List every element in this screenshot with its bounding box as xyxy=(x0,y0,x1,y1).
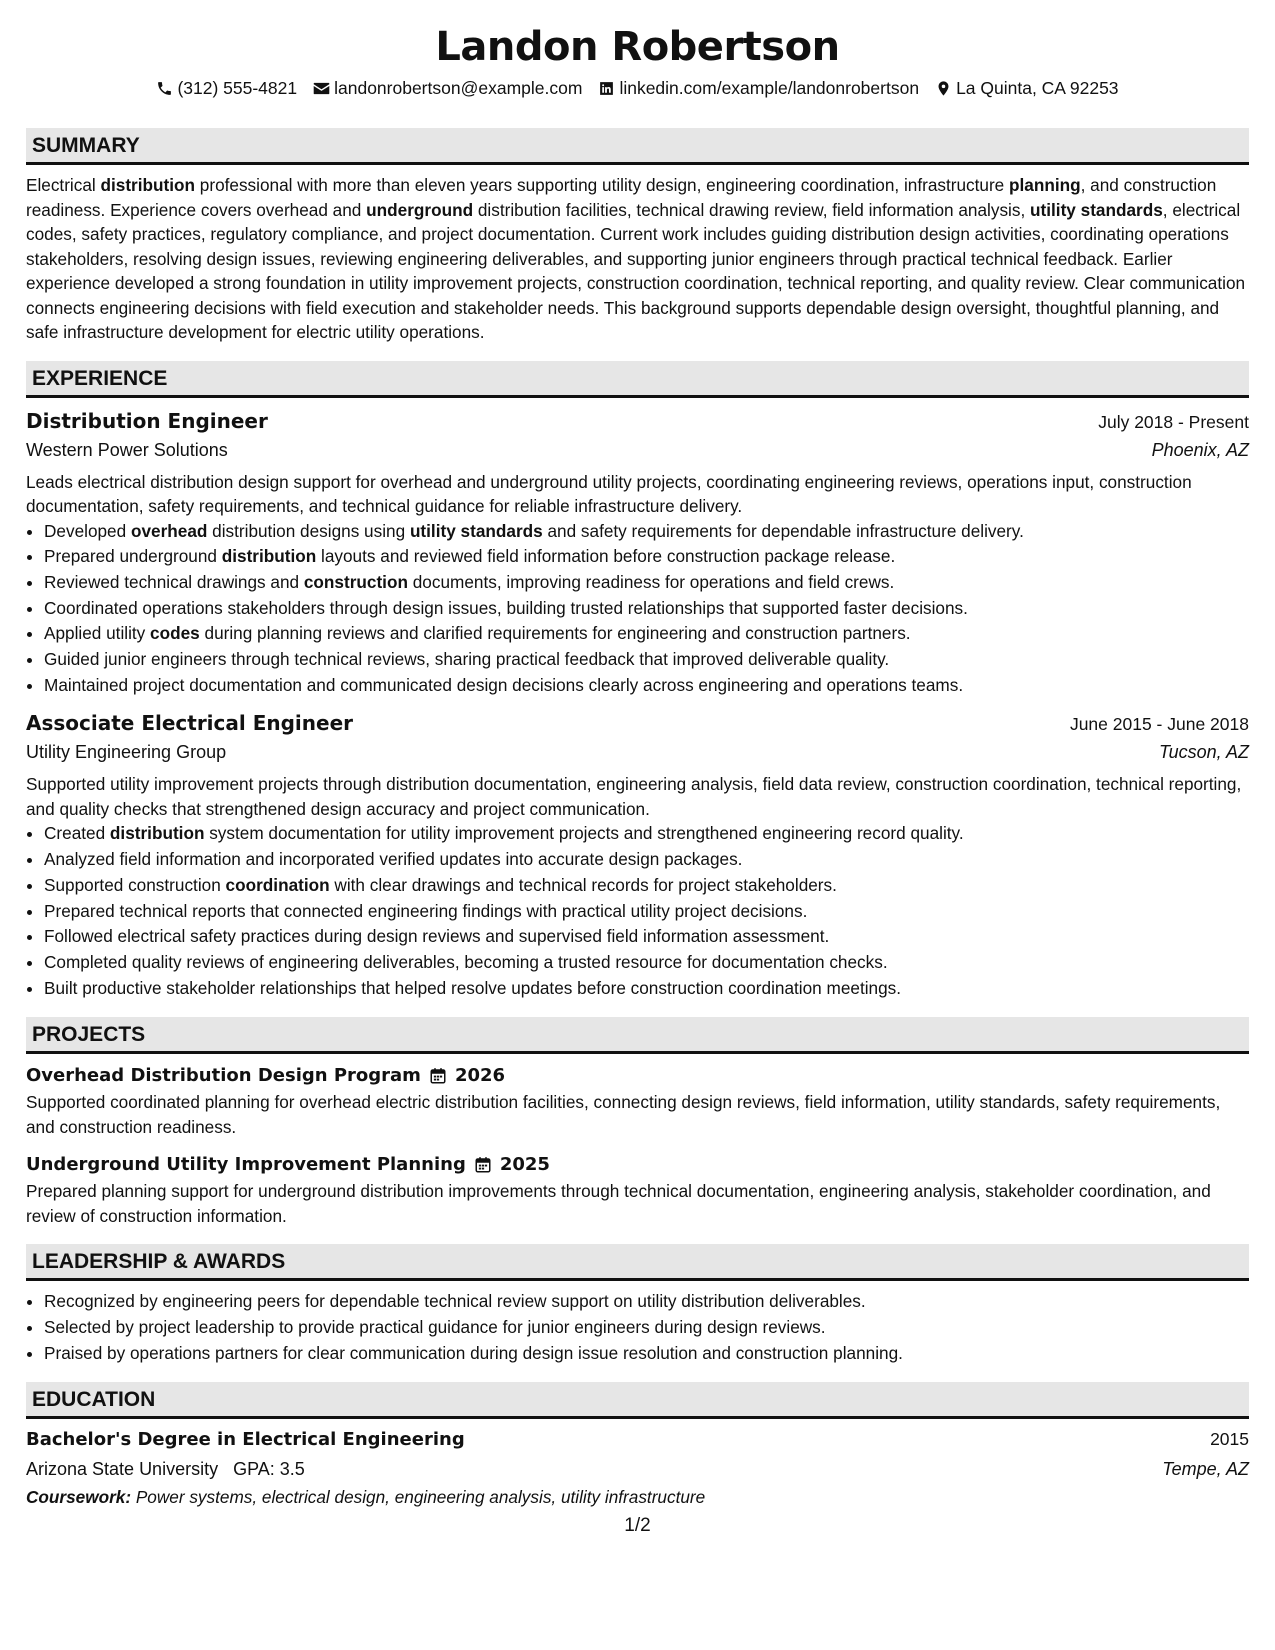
list-item xyxy=(44,544,1249,570)
project-description: Supported coordinated planning for overhead electric distribution facilities, connecting design reviews, field information, utility standards, safety requirements, and construction readiness. xyxy=(26,1092,1221,1137)
candidate-name: Landon Robertson xyxy=(435,24,840,70)
job-entry xyxy=(26,708,1249,1001)
job-description: Supported utility improvement projects through distribution documentation, engineering analysis, field data review, construction coordination, technical reporting, and quality checks that strengthened design accuracy and project communication. xyxy=(26,774,1242,819)
envelope-icon xyxy=(313,80,330,97)
education-location: Tempe, AZ xyxy=(1162,1459,1249,1480)
job-company: Utility Engineering Group xyxy=(26,742,227,763)
job-bullets xyxy=(26,821,1249,1001)
email-text: landonrobertson@example.com xyxy=(334,78,583,98)
coursework-text: Power systems, electrical design, engineering analysis, utility infrastructure xyxy=(135,1487,706,1508)
list-item xyxy=(44,950,1249,976)
contact-email[interactable] xyxy=(313,76,582,100)
job-location: Tucson, AZ xyxy=(1158,742,1249,763)
location-text: La Quinta, CA 92253 xyxy=(956,78,1119,98)
bold-keyword: utility standards xyxy=(409,520,543,541)
list-item xyxy=(44,519,1249,545)
project-year: 2026 xyxy=(454,1065,506,1087)
education-year: 2015 xyxy=(1210,1429,1249,1450)
coursework xyxy=(26,1485,1249,1510)
text-run: layouts and reviewed field information before construction package release. xyxy=(316,546,896,567)
project-entry xyxy=(26,1062,1249,1139)
bold-keyword: distribution xyxy=(100,175,196,195)
projects-heading: PROJECTS xyxy=(26,1017,1249,1054)
list-item xyxy=(44,673,1249,699)
text-run: Supported construction xyxy=(44,874,226,895)
linkedin-icon xyxy=(598,80,615,97)
coursework-label: Coursework: xyxy=(26,1487,132,1508)
list-item xyxy=(44,873,1249,899)
list-item: • Selected by project leadership to provide practical guidance for junior engineers during design reviews. xyxy=(44,1315,1249,1341)
experience-heading: EXPERIENCE xyxy=(26,361,1249,398)
bold-keyword: distribution xyxy=(221,546,317,567)
phone-icon xyxy=(156,80,173,97)
text-run: Guided junior engineers through technical reviews, sharing practical feedback that improved deliverable quality. xyxy=(44,649,890,670)
list-item xyxy=(44,924,1249,950)
text-run: Maintained project documentation and communicated design decisions clearly across engineering and operations teams. xyxy=(44,674,964,695)
job-entry xyxy=(26,406,1249,699)
list-item xyxy=(44,821,1249,847)
list-item: • Praised by operations partners for clear communication during design issue resolution and construction planning. xyxy=(44,1341,1249,1367)
list-item xyxy=(44,570,1249,596)
text-run: , and construction readiness. Experience covers overhead and xyxy=(26,175,1217,220)
text-run: Applied utility xyxy=(44,623,151,644)
contact-location xyxy=(935,76,1118,100)
project-title: Underground Utility Improvement Planning xyxy=(26,1154,466,1176)
text-run: system documentation for utility improvement projects and strengthened engineering record quality. xyxy=(204,823,964,844)
list-item xyxy=(44,596,1249,622)
text-run: Completed quality reviews of engineering deliverables, becoming a trusted resource for documentation checks. xyxy=(44,951,888,972)
linkedin-text: linkedin.com/example/landonrobertson xyxy=(619,78,920,98)
text-run: and safety requirements for dependable infrastructure delivery. xyxy=(542,520,1024,541)
bold-keyword: coordination xyxy=(225,874,330,895)
list-item xyxy=(44,976,1249,1002)
job-title: Associate Electrical Engineer xyxy=(26,711,354,736)
job-location: Phoenix, AZ xyxy=(1151,439,1249,460)
project-title: Overhead Distribution Design Program xyxy=(26,1065,421,1087)
job-company: Western Power Solutions xyxy=(26,439,228,460)
page-number: 1/2 xyxy=(624,1515,651,1536)
text-run: distribution facilities, technical drawing review, field information analysis, xyxy=(473,199,1031,220)
job-dates: June 2015 - June 2018 xyxy=(1069,714,1249,735)
contact-phone xyxy=(156,76,297,100)
text-run: distribution designs using xyxy=(207,520,410,541)
text-run: , electrical codes, safety practices, regulatory compliance, and project documentation. Current work includes guiding distribution design activities, coordinating operations stakeholders, resolving design issues, reviewing engineering deliverables, and supporting junior engineers through practical technical feedback. Earlier experience developed a strong foundation in utility improvement projects, construction coordination, technical reporting, and quality review. Clear communication connects engineering decisions with field execution and stakeholder needs. This background supports dependable design oversight, thoughtful planning, and safe infrastructure development for electric utility operations. xyxy=(26,199,1246,342)
project-year: 2025 xyxy=(499,1154,550,1176)
bold-keyword: planning xyxy=(1009,175,1081,195)
text-run: Coordinated operations stakeholders through design issues, building trusted relationships that supported faster decisions. xyxy=(44,597,968,618)
project-entry xyxy=(26,1151,1249,1228)
list-item xyxy=(44,899,1249,925)
project-description: Prepared planning support for underground distribution improvements through technical documentation, engineering analysis, stakeholder coordination, and review of construction information. xyxy=(26,1181,1211,1226)
text-run: during planning reviews and clarified requirements for engineering and construction partners. xyxy=(199,623,911,644)
text-run: Prepared underground xyxy=(44,546,222,567)
calendar-icon xyxy=(474,1156,492,1174)
text-run: documents, improving readiness for operations and field crews. xyxy=(407,571,895,592)
summary-text xyxy=(26,173,1249,345)
bold-keyword: distribution xyxy=(109,823,205,844)
education-degree: Bachelor's Degree in Electrical Engineering xyxy=(26,1429,465,1451)
text-run: Reviewed technical drawings and xyxy=(44,571,304,592)
list-item: • Recognized by engineering peers for dependable technical review support on utility distribution deliverables. xyxy=(44,1289,1249,1315)
list-item xyxy=(44,847,1249,873)
job-title: Distribution Engineer xyxy=(26,408,268,433)
contact-bar xyxy=(26,76,1249,100)
text-run: with clear drawings and technical records for project stakeholders. xyxy=(329,874,837,895)
text-run: Built productive stakeholder relationships that helped resolve updates before construction coordination meetings. xyxy=(44,977,902,998)
education-heading: EDUCATION xyxy=(26,1382,1249,1419)
text-run: professional with more than eleven years supporting utility design, engineering coordination, infrastructure xyxy=(195,175,1010,195)
bold-keyword: utility standards xyxy=(1030,199,1163,220)
map-pin-icon xyxy=(935,80,952,97)
phone-text: (312) 555-4821 xyxy=(177,78,298,98)
leadership-bullets xyxy=(26,1289,1249,1366)
text-run: Electrical xyxy=(26,175,101,195)
leadership-heading: LEADERSHIP & AWARDS xyxy=(26,1244,1249,1281)
text-run: Followed electrical safety practices during design reviews and supervised field information assessment. xyxy=(44,926,830,947)
job-description: Leads electrical distribution design support for overhead and underground utility projects, coordinating engineering reviews, operations input, construction documentation, safety requirements, and technical guidance for reliable infrastructure delivery. xyxy=(26,471,1192,516)
text-run: Prepared technical reports that connected engineering findings with practical utility project decisions. xyxy=(44,900,808,921)
bold-keyword: overhead xyxy=(130,520,208,541)
text-run: Developed xyxy=(44,520,131,541)
bold-keyword: codes xyxy=(150,623,200,644)
bold-keyword: construction xyxy=(303,571,408,592)
job-bullets xyxy=(26,519,1249,699)
text-run: Created xyxy=(44,823,110,844)
summary-heading: SUMMARY xyxy=(26,128,1249,165)
contact-linkedin[interactable] xyxy=(598,76,919,100)
calendar-icon xyxy=(429,1067,447,1085)
list-item xyxy=(44,647,1249,673)
job-dates: July 2018 - Present xyxy=(1098,411,1249,432)
education-entry xyxy=(26,1425,1249,1510)
education-school: Arizona State University xyxy=(26,1459,219,1480)
list-item xyxy=(44,621,1249,647)
bold-keyword: underground xyxy=(366,199,474,220)
text-run: Analyzed field information and incorporated verified updates into accurate design packages. xyxy=(44,849,743,870)
education-gpa: GPA: 3.5 xyxy=(233,1459,305,1480)
